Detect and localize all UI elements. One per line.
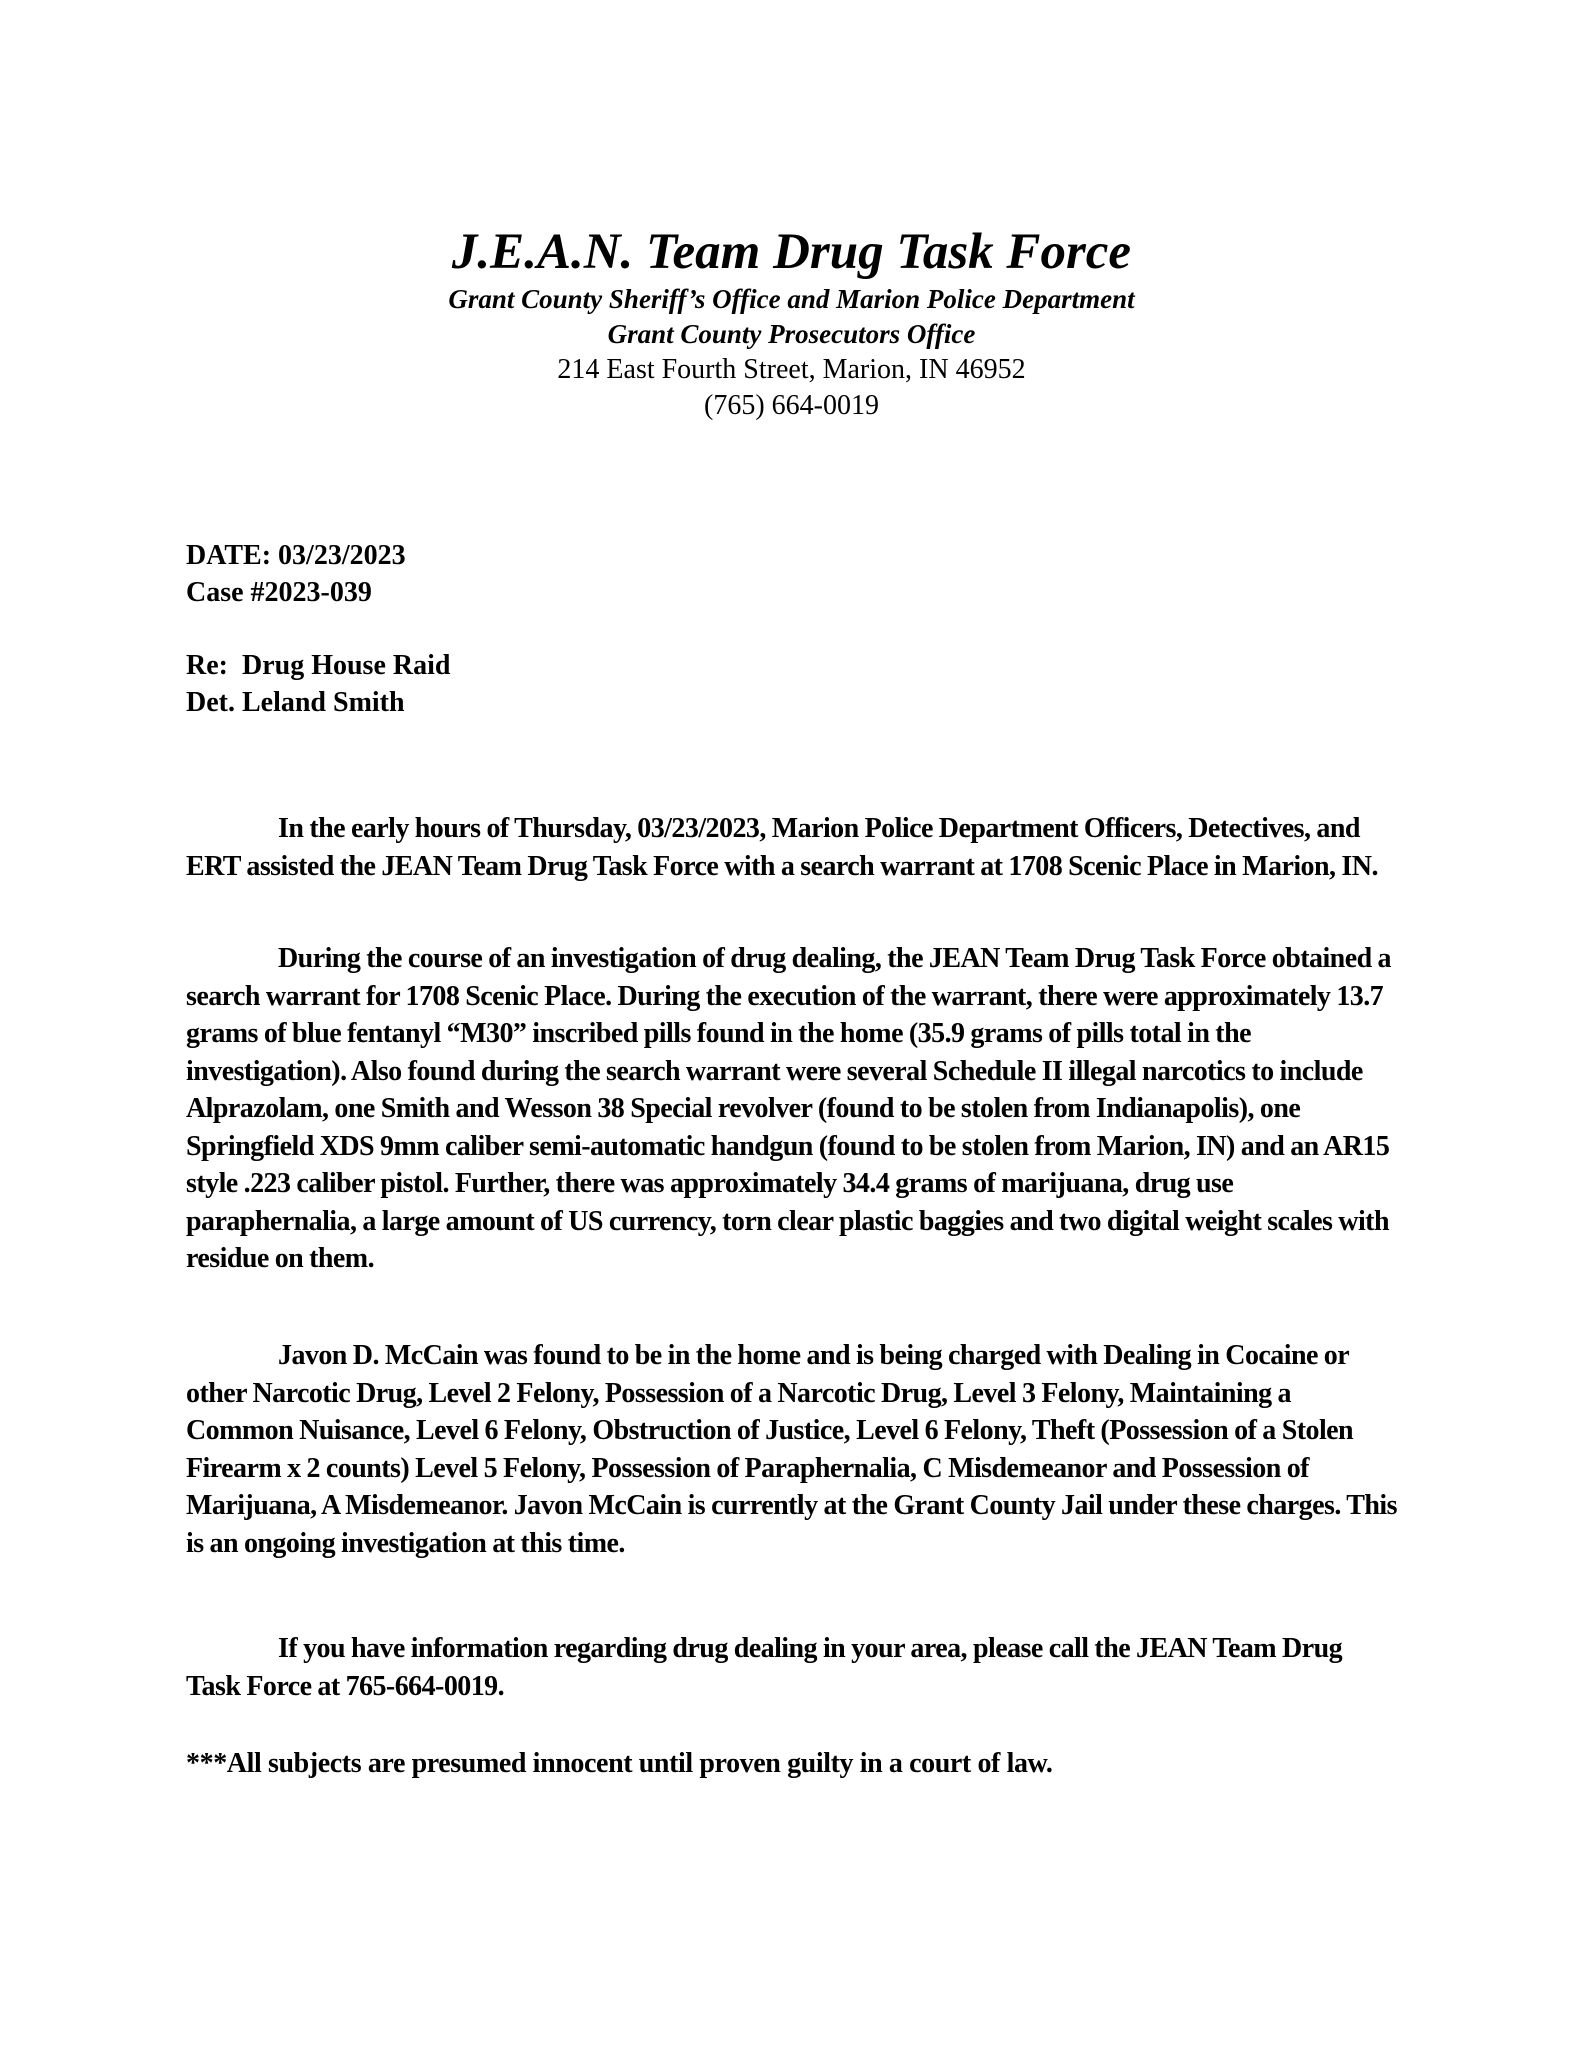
subject-block — [186, 647, 450, 721]
paragraph-2-container — [186, 940, 1401, 1278]
letterhead-phone: (765) 664-0019 — [704, 390, 879, 421]
disclaimer: ***All subjects are presumed innocent until proven guilty in a court of law. — [186, 1748, 1053, 1779]
author-line: Det. Leland Smith — [186, 687, 405, 718]
paragraph-charges: Javon D. McCain was found to be in the home and is being charged with Dealing in Cocaine or other Narcotic Drug, Level 2 Felony, Possession of a Narcotic Drug, Level 3 Felony, Maintaining a Common Nuisance, Level 6 Felony, Obstruction of Justice, Level 6 Felony, Theft (Possession of a Stolen Firearm x 2 counts) Level 5 Felony, Possession of Paraphernalia, C Misdemeanor and Possession of Marijuana, A Misdemeanor. Javon McCain is currently at the Grant County Jail under these charges. This is an ongoing investigation at this time. — [186, 1340, 1397, 1559]
letterhead-agencies: Grant County Sheriff’s Office and Marion Police Department — [448, 284, 1135, 314]
letterhead-address: 214 East Fourth Street, Marion, IN 46952 — [557, 354, 1026, 385]
document-date: DATE: 03/23/2023 — [186, 540, 406, 571]
subject-line: Re: Drug House Raid — [186, 650, 451, 681]
paragraph-findings: During the course of an investigation of drug dealing, the JEAN Team Drug Task Force obtained a search warrant for 1708 Scenic Place. During the execution of the warrant, there were approximately 13.7 grams of blue fentanyl “M30” inscribed pills found in the home (35.9 grams of pills total in the investigation). Also found during the search warrant were several Schedule II illegal narcotics to include Alprazolam, one Smith and Wesson 38 Special revolver (found to be stolen from Indianapolis), one Springfield XDS 9mm caliber semi-automatic handgun (found to be stolen from Marion, IN) and an AR15 style .223 caliber pistol. Further, there was approximately 34.4 grams of marijuana, drug use paraphernalia, a large amount of US currency, torn clear plastic baggies and two digital weight scales with residue on them. — [186, 943, 1391, 1274]
date-case-block — [186, 537, 406, 611]
letterhead — [0, 222, 1583, 424]
letterhead-prosecutor: Grant County Prosecutors Office — [607, 319, 976, 349]
case-number: Case #2023-039 — [186, 577, 372, 608]
paragraph-intro: In the early hours of Thursday, 03/23/2023, Marion Police Department Officers, Detectives, and ERT assisted the JEAN Team Drug Task Force with a search warrant at 1708 Scenic Place in Marion, IN. — [186, 813, 1378, 882]
paragraph-3-container — [186, 1337, 1401, 1562]
paragraph-contact: If you have information regarding drug dealing in your area, please call the JEAN Team Drug Task Force at 765-664-0019. — [186, 1633, 1343, 1702]
letterhead-title: J.E.A.N. Team Drug Task Force — [451, 224, 1132, 280]
paragraph-1-container — [186, 810, 1401, 885]
paragraph-4-container — [186, 1630, 1401, 1705]
